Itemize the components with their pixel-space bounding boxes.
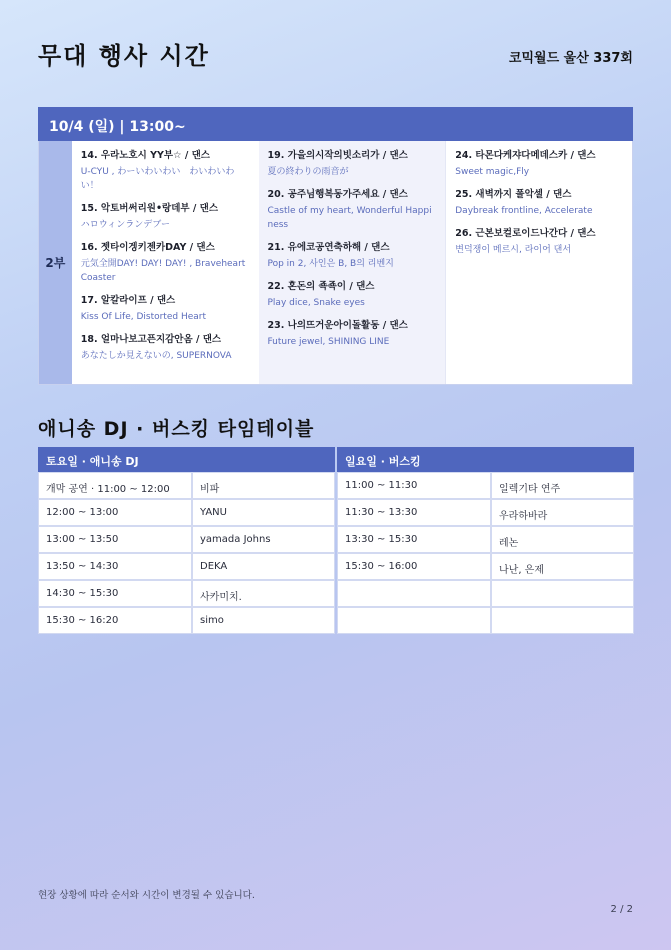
- performer-cell: 일렉기타 연주: [491, 472, 634, 499]
- performance-item: [268, 188, 438, 232]
- saturday-timetable: [38, 447, 335, 634]
- performance-title: 20. 공주님행복동가주세요 / 댄스: [267, 189, 408, 200]
- performer-cell: yamada Johns: [192, 526, 335, 553]
- table-row: [38, 607, 335, 634]
- performance-title: 14. 우라노호시 YY부☆ / 댄스: [80, 150, 210, 161]
- stage-schedule: [38, 107, 633, 385]
- performance-item: [81, 241, 251, 285]
- performance-songs: Sweet magic,Fly: [455, 167, 530, 177]
- schedule-column-1: [72, 141, 259, 384]
- performance-item: [81, 202, 251, 232]
- performance-songs: 변덕쟁이 메르시, 라이어 댄서: [455, 245, 572, 255]
- time-cell: 11:30 ~ 13:30: [337, 499, 491, 526]
- performance-title: 17. 알칼라이프 / 댄스: [80, 295, 176, 306]
- performance-title: 18. 얼마나보고픈지감안옴 / 댄스: [80, 334, 222, 345]
- performance-item: [268, 241, 438, 271]
- time-cell: 13:00 ~ 13:50: [38, 526, 192, 553]
- performance-title: 23. 나의뜨거운아이돌활동 / 댄스: [267, 320, 408, 331]
- performance-title: 26. 근본보컬로이드나간다 / 댄스: [455, 228, 596, 239]
- schedule-date-header: 10/4 (일) | 13:00~: [38, 107, 633, 141]
- time-cell: 11:00 ~ 11:30: [337, 472, 491, 499]
- timetable-section-title: 애니송 DJ · 버스킹 타임테이블: [38, 418, 315, 440]
- time-cell: 13:50 ~ 14:30: [38, 553, 192, 580]
- performance-title: 15. 악토버써리원•랑데부 / 댄스: [80, 203, 218, 214]
- saturday-header: 토요일 · 애니송 DJ: [38, 447, 335, 472]
- performance-item: [455, 188, 624, 218]
- performance-songs: あなたしか見えないの, SUPERNOVA: [80, 351, 232, 361]
- time-cell: 15:30 ~ 16:20: [38, 607, 192, 634]
- performer-cell: 우라하바라: [491, 499, 634, 526]
- performance-songs: Future jewel, SHINING LINE: [267, 337, 390, 347]
- time-cell: 개막 공연 · 11:00 ~ 12:00: [38, 472, 192, 499]
- table-row: [38, 580, 335, 607]
- performance-songs: Daybreak frontline, Accelerate: [455, 206, 593, 216]
- table-row: [38, 553, 335, 580]
- performer-cell: 나난, 은제: [491, 553, 634, 580]
- table-row: [38, 499, 335, 526]
- performer-cell: 비파: [192, 472, 335, 499]
- time-cell: 14:30 ~ 15:30: [38, 580, 192, 607]
- performance-songs: 夏の終わりの雨音が: [267, 167, 349, 177]
- performer-cell: [491, 580, 634, 607]
- performer-cell: 레논: [491, 526, 634, 553]
- sunday-timetable: [337, 447, 634, 634]
- performance-item: [268, 149, 438, 179]
- time-cell: 12:00 ~ 13:00: [38, 499, 192, 526]
- table-row: [337, 607, 634, 634]
- performer-cell: DEKA: [192, 553, 335, 580]
- table-row: [337, 499, 634, 526]
- schedule-body: [38, 141, 633, 385]
- performance-title: 25. 새벽까지 폴악셀 / 댄스: [455, 189, 572, 200]
- performance-item: [455, 149, 624, 179]
- performer-cell: 사카미치.: [192, 580, 335, 607]
- time-cell: [337, 580, 491, 607]
- page-number: 2 / 2: [610, 904, 633, 915]
- time-cell: [337, 607, 491, 634]
- performer-cell: [491, 607, 634, 634]
- performance-title: 19. 가을의시작의빗소리가 / 댄스: [267, 150, 408, 161]
- performance-item: [455, 227, 624, 257]
- performance-item: [268, 280, 438, 310]
- performance-songs: 元気全開DAY! DAY! DAY! , Braveheart Coaster: [80, 259, 246, 283]
- performance-item: [81, 149, 251, 193]
- table-row: [38, 526, 335, 553]
- schedule-column-3: [445, 141, 632, 384]
- time-cell: 15:30 ~ 16:00: [337, 553, 491, 580]
- performance-songs: Castle of my heart, Wonderful Happiness: [267, 206, 432, 230]
- event-name: 코믹월드 울산 337회: [508, 51, 633, 66]
- performer-cell: simo: [192, 607, 335, 634]
- performance-songs: Pop in 2, 사인은 B, B의 리벤지: [267, 259, 394, 269]
- performance-item: [81, 333, 251, 363]
- time-cell: 13:30 ~ 15:30: [337, 526, 491, 553]
- table-row: [337, 526, 634, 553]
- table-row: [38, 472, 335, 499]
- sunday-header: 일요일 · 버스킹: [337, 447, 634, 472]
- performance-songs: U-CYU , わーいわいわい わいわいわい！: [80, 167, 235, 191]
- performance-title: 22. 혼돈의 죡죡이 / 댄스: [267, 281, 375, 292]
- footnote: 현장 상황에 따라 순서와 시간이 변경될 수 있습니다.: [38, 890, 255, 901]
- part-label: 2부: [39, 141, 72, 384]
- page-title: 무대 행사 시간: [38, 42, 210, 70]
- table-row: [337, 580, 634, 607]
- performance-songs: Kiss Of Life, Distorted Heart: [80, 312, 206, 322]
- performance-title: 21. 유에코공연축하해 / 댄스: [267, 242, 390, 253]
- performance-item: [81, 294, 251, 324]
- table-row: [337, 472, 634, 499]
- performance-title: 16. 젯타이겡키젠카DAY / 댄스: [80, 242, 215, 253]
- performer-cell: YANU: [192, 499, 335, 526]
- table-row: [337, 553, 634, 580]
- schedule-column-2: [259, 141, 446, 384]
- performance-songs: ハロウィンランデブー: [80, 220, 170, 230]
- performance-songs: Play dice, Snake eyes: [267, 298, 365, 308]
- performance-item: [268, 319, 438, 349]
- performance-title: 24. 타몬다케쟈다메데스카 / 댄스: [455, 150, 596, 161]
